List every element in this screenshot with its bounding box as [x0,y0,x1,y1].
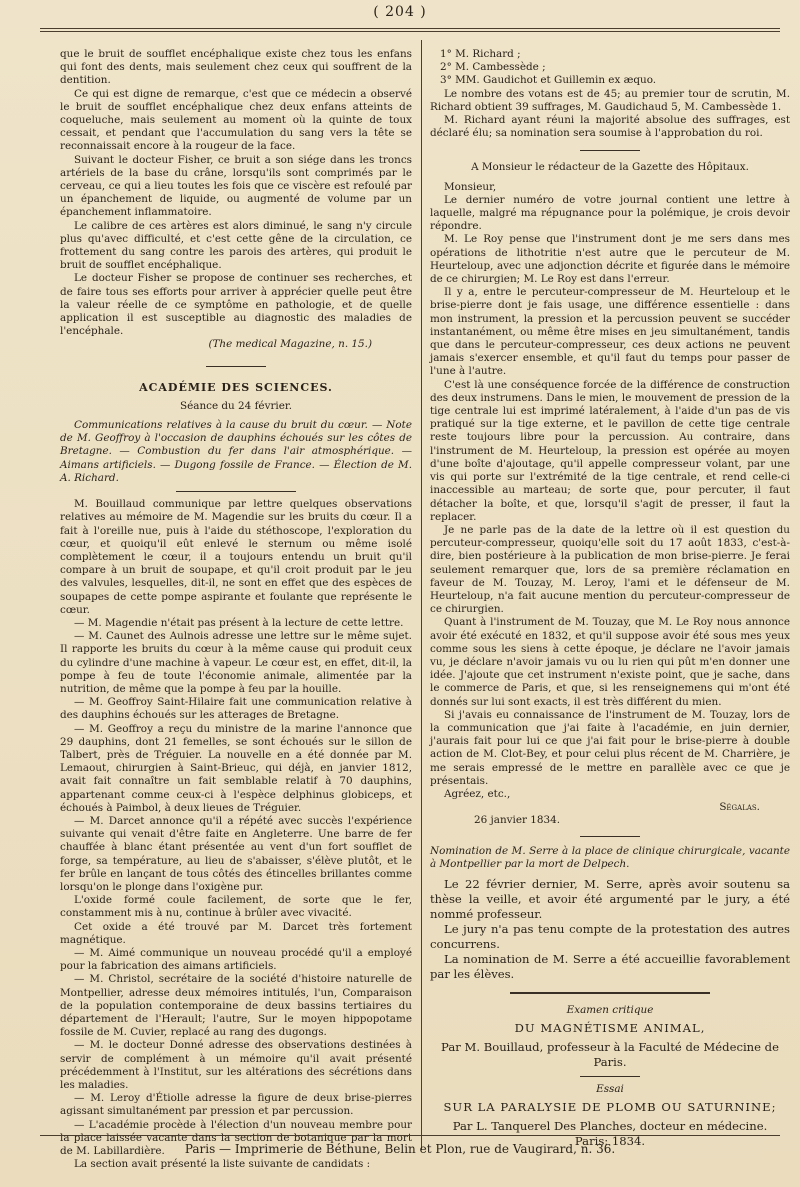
paragraph: — L'académie procède à l'élection d'un nouveau membre pour la place laissée vacante dans la section de botanique par la mort de M. Labillardière. [60,1118,412,1158]
section-title: ACADÉMIE DES SCIENCES. [139,380,333,394]
session-date: Séance du 24 février. [179,399,293,412]
column-divider [421,40,422,1150]
left-column [60,48,412,1171]
paragraph: que le bruit de soufflet encéphalique existe chez tous les enfans qui font des dents, mais seulement chez ceux qui souffrent de la dentition. [60,48,412,87]
paragraph: — M. Leroy d'Étiolle adresse la figure de deux brise-pierres agissant simultanément par pression et par percussion. [60,1092,412,1118]
nomination-title: Nomination de M. Serre à la place de clinique chirurgicale, vacante à Montpellier par la mort de Delpech. [430,844,790,870]
section-separator [510,992,710,994]
paragraph: Le 22 février dernier, M. Serre, après avoir soutenu sa thèse la veille, et avoir été argumenté par le jury, a été nommé professeur. [430,876,790,921]
paragraph: Ce qui est digne de remarque, c'est que ce médecin a observé le bruit de soufflet encéphalique chez deux enfans atteints de coqueluche, mais seulement au moment où la quinte de toux cessait, et pendant que l'accumulation du sang vers la tête se reconnaissait encore à la rougeur de la face. [60,87,412,153]
section-separator [206,366,266,367]
section-separator [580,150,640,151]
letter-title: A Monsieur le rédacteur de la Gazette des Hôpitaux. [471,161,749,174]
paragraph: — M. Geoffroy a reçu du ministre de la marine l'annonce que 29 dauphins, dont 21 femelles, se sont échoués sur le sillon de Talbert, près de Tréguier. La nouvelle en a été donnée par M. Lemaout, chirurgien à Saint-Brieuc, qui déjà, en janvier 1812, avait fait connaître un fait semblable relatif à 70 dauphins, appartenant comme ceux-ci à l'espèce delphinus globiceps, et échoués à Paimbol, à deux lieues de Tréguier. [60,722,412,814]
letter-date: 26 janvier 1834. [474,814,560,827]
paragraph: La nomination de M. Serre a été accueillie favorablement par les élèves. [430,951,790,981]
paragraph: Cet oxide a été trouvé par M. Darcet très fortement magnétique. [60,920,412,946]
paragraph: L'oxide formé coule facilement, de sorte que le fer, constamment mis à nu, continue à brûler avec vivacité. [60,894,412,920]
source-citation: (The medical Magazine, n. 15.) [208,338,372,351]
book-title: SUR LA PARALYSIE DE PLOMB OU SATURNINE; [443,1100,777,1115]
paragraph: La section avait présenté la liste suivante de candidats : [74,1158,371,1171]
paragraph: C'est là une conséquence forcée de la différence de construction des deux instrumens. Dans le mien, le mouvement de pression de la tige centrale lui est imprimé latéralement, à l'aide d'un pas de vis pratiqué sur la tige externe, et le pavillon de cette tige centrale reste toujours libre pour la percussion. Au contraire, dans l'instrument de M. Heurteloup, la pression est opérée au moyen d'une boîte d'ajoutage, qu'il appelle compresseur volant, par une vis qui porte sur l'extrémité de la tige centrale, et rend celle-ci inaccessible au marteau; de sorte que, pour percuter, il faut détacher la boîte, et que, lorsqu'il s'agit de presser, il faut la replacer. [430,378,790,523]
book-prefix: Essai [596,1083,624,1096]
top-rule [40,28,780,32]
paragraph: — M. Geoffroy Saint-Hilaire fait une communication relative à des dauphins échoués sur les atterages de Bretagne. [60,696,412,722]
list-item: 1° M. Richard ; [440,48,521,60]
paragraph: — M. Christol, secrétaire de la société d'histoire naturelle de Montpellier, adresse deux mémoires intitulés, l'un, Comparaison de la population contemporaine de deux bassins tertiaires du département de l'Herault; l'autre, Sur le moyen hippopotame fossile de M. Cuvier, replacé au rang des dugongs. [60,973,412,1039]
signature: Ségalas. [719,801,760,814]
book-prefix: Examen critique [566,1003,654,1016]
paragraph: — M. Magendie n'était pas présent à la lecture de cette lettre. [74,616,404,629]
paragraph: Je ne parle pas de la date de la lettre où il est question du percuteur-compresseur, quoiqu'elle soit du 17 août 1833, c'est-à-dire, bien postérieure à la publication de mon brise-pierre. Je ferai seulement remarquer que, lors de sa première réclamation en faveur de M. Touzay, M. Leroy, l'ami et le défenseur de M. Heurteloup, n'a fait aucune mention du percuteur-compresseur de ce chirurgien. [430,523,790,616]
paragraph: M. Le Roy pense que l'instrument dont je me sers dans mes opérations de lithotritie n'est autre que le percuteur de M. Heurteloup, avec une adjonction décrite et figurée dans le mémoire de ce chirurgien; M. Le Roy est dans l'erreur. [430,233,790,286]
closing: Agréez, etc., [444,787,511,800]
paragraph: Si j'avais eu connaissance de l'instrument de M. Touzay, lors de la communication que j'ai faite à l'académie, en juin dernier, j'aurais fait pour lui ce que j'ai fait pour le brise-pierre à double action de M. Clot-Bey, et pour celui plus récent de M. Charrière, je me serais empressé de le mettre en parallèle avec ce que je présentais. [430,708,790,787]
paragraph: Le nombre des votans est de 45; au premier tour de scrutin, M. Richard obtient 39 suffrages, M. Gaudichaud 5, M. Cambessède 1. [430,87,790,113]
paragraph: — M. Aimé communique un nouveau procédé qu'il a employé pour la fabrication des aimans artificiels. [60,947,412,973]
salutation: Monsieur, [444,180,497,193]
paragraph: Le jury n'a pas tenu compte de la protestation des autres concurrens. [430,921,790,951]
paragraph: Il y a, entre le percuteur-compresseur de M. Heurteloup et le brise-pierre dont je fais usage, une différence essentielle : dans mon instrument, la pression et la percussion peuvent se succéder instantanément, ou même être mises en jeu simultanément, tandis que dans le percuteur-compresseur, ces deux actions ne peuvent jamais s'exercer ensemble, et qu'il faut du temps pour passer de l'une à l'autre. [430,286,790,378]
page-number: ( 204 ) [373,4,427,20]
candidate-list [430,48,790,88]
session-summary: Communications relatives à la cause du bruit du cœur. — Note de M. Geoffroy à l'occasion de dauphins échoués sur les côtes de Bretagne. — Combustion du fer dans l'air atmosphérique. — Aimans artificiels. — Dugong fossile de France. — Élection de M. A. Richard. [60,419,412,484]
book-rule [580,1076,640,1077]
paragraph: — M. Darcet annonce qu'il a répété avec succès l'expérience suivante qui venait d'être faite en Angleterre. Une barre de fer chauffée à blanc étant présentée au vent d'un fort soufflet de forge, sa température, au lieu de s'abaisser, s'élève plutôt, et le fer brûle en lançant de tous côtés des étincelles brillantes comme lorsqu'on le plonge dans l'oxigène pur. [60,814,412,893]
footer-rule [40,1135,780,1136]
paragraph: Quant à l'instrument de M. Touzay, que M. Le Roy nous annonce avoir été exécuté en 1832, et qu'il suppose avoir été sous mes yeux comme sous les siens à cette époque, je déclare ne l'avoir jamais vu, je déclare n'avoir jamais vu ou lu rien qui pût m'en donner une idée. J'ajoute que cet instrument n'existe point, que je sache, dans le commerce de Paris, et que, si les renseignemens qui m'ont été donnés sur lui sont exacts, il est très différent du mien. [430,616,790,708]
paragraph: Le docteur Fisher se propose de continuer ses recherches, et de faire tous ses efforts pour arriver à apprécier quelle peut être la valeur réelle de ce symptôme en pathologie, et de quelle application il est susceptible au diagnostic des maladies de l'encéphale. [60,272,412,338]
paragraph: — M. le docteur Donné adresse des observations destinées à servir de complément à un mémoire qu'il avait présenté précédemment à l'Institut, sur les altérations des sécrétions dans les maladies. [60,1039,412,1092]
printer-imprint: Paris — Imprimerie de Béthune, Belin et Plon, rue de Vaugirard, n. 36. [184,1142,616,1156]
paragraph: M. Richard ayant réuni la majorité absolue des suffrages, est déclaré élu; sa nomination sera soumise à l'approbation du roi. [430,114,790,140]
list-item: 2° M. Cambessède ; [440,61,546,74]
paragraph: — M. Caunet des Aulnois adresse une lettre sur le même sujet. Il rapporte les bruits du cœur à la même cause qui produit ceux du cylindre d'une machine à vapeur. Le cœur est, en effet, dit-il, la pompe à feu de toute l'économie animale, alimentée par la nutrition, de même que la pompe à feu par la houille. [60,630,412,695]
book-title: DU MAGNÉTISME ANIMAL, [514,1021,706,1036]
paragraph: Suivant le docteur Fisher, ce bruit a son siége dans les troncs artériels de la base du crâne, lorsqu'ils sont comprimés par le cerveau, ce qui a lieu toutes les fois que ce viscère est refoulé par un épanchement de liquide, ou augmenté de volume par un épanchement inflammatoire. [60,153,412,219]
paragraph: Le dernier numéro de votre journal contient une lettre à laquelle, malgré ma répugnance pour la polémique, je crois devoir répondre. [430,193,790,233]
list-item: 3° MM. Gaudichot et Guillemin ex æquo. [440,74,657,87]
paragraph: Le calibre de ces artères est alors diminué, le sang n'y circule plus qu'avec difficulté, et c'est cette gêne de la circulation, ce frottement du sang contre les parois des artères, qui produit le bruit de soufflet encéphalique. [60,219,412,272]
book-author: Par M. Bouillaud, professeur à la Faculté de Médecine de Paris. [441,1040,779,1070]
book-place: Paris; 1834. [574,1134,646,1149]
right-column [430,48,790,1149]
book-author: Par L. Tanquerel Des Planches, docteur en médecine. [452,1119,768,1134]
summary-rule [176,491,296,492]
paragraph: M. Bouillaud communique par lettre quelques observations relatives au mémoire de M. Magendie sur les bruits du cœur. Il a fait à l'oreille nue, puis à l'aide du stéthoscope, l'exploration du cœur, et quoiqu'il eût enlevé le sternum ou même isolé complètement le cœur, il a toujours entendu un bruit qu'il compare à un bruit de soupape, et qu'il croit produit par le jeu des valvules, lesquelles, dit-il, ne sont en effet que des espèces de soupapes de cette pompe aspirante et foulante que représente le cœur. [60,498,412,616]
section-separator [580,836,640,837]
